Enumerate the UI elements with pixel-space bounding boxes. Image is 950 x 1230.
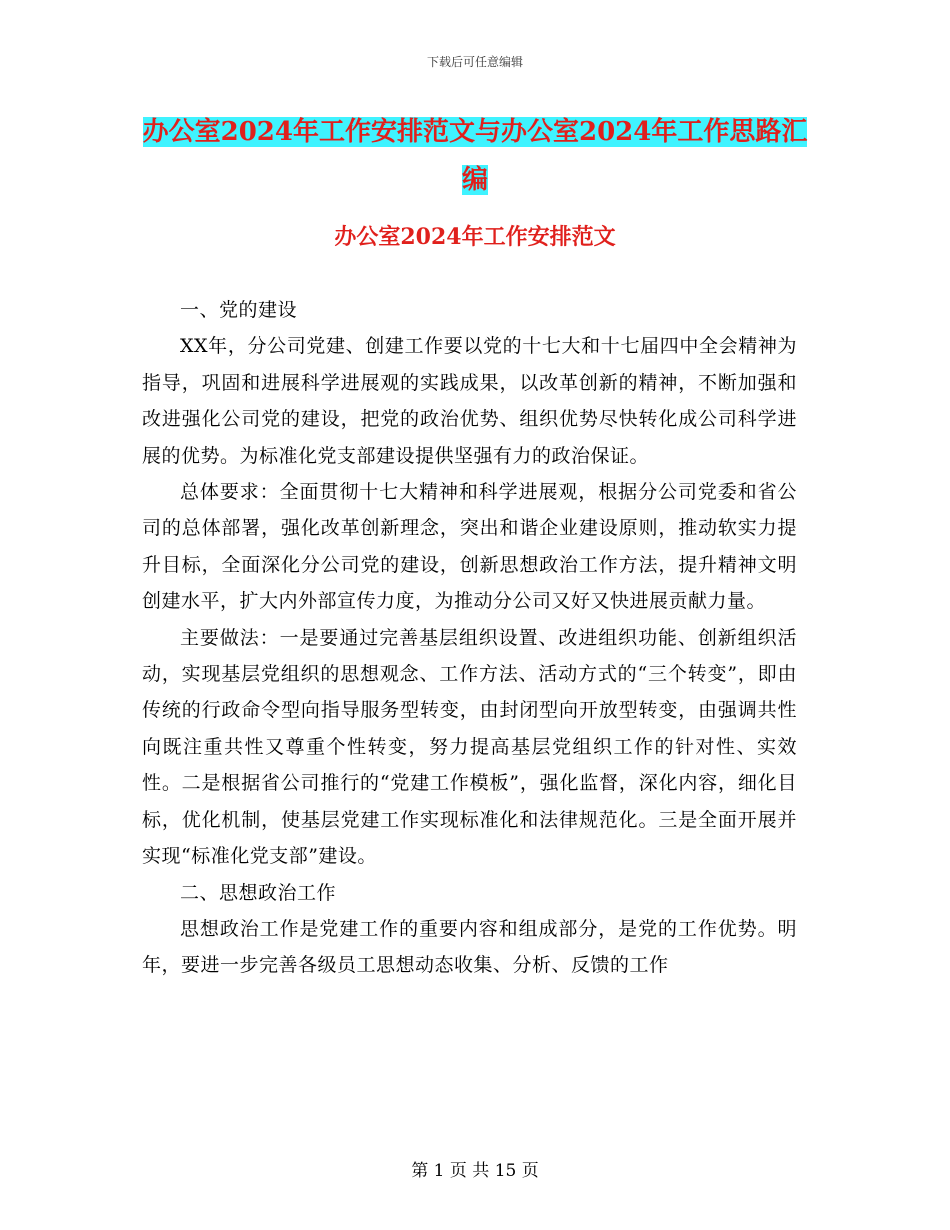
document-main-title [140,108,810,204]
paragraph: 思想政治工作是党建工作的重要内容和组成部分，是党的工作优势。明年，要进一步完善各级员工思想动态收集、分析、反馈的工作 [142,917,797,977]
heading-party-building: 一、党的建设 [180,299,298,321]
main-title-text: 办公室2024年工作安排范文与办公室2024年工作思路汇编 [142,117,808,195]
paragraph: 主要做法：一是要通过完善基层组织设置、改进组织功能、创新组织活动，实现基层党组织的思想观念、工作方法、活动方式的“三个转变”，即由传统的行政命令型向指导服务型转变，由封闭型向开放型转变，由强调共性向既注重共性又尊重个性转变，努力提高基层党组织工作的针对性、实效性。二是根据省公司推行的“党建工作模板”，强化监督，深化内容，细化目标，优化机制，使基层党建工作实现标准化和法律规范化。三是全面开展并实现“标准化党支部”建设。 [142,626,797,868]
section-title: 办公室2024年工作安排范文 [334,224,616,250]
header-note: 下载后可任意编辑 [426,55,523,69]
paragraph: 总体要求：全面贯彻十七大精神和科学进展观，根据分公司党委和省公司的总体部署，强化改革创新理念，突出和谐企业建设原则，推动软实力提升目标，全面深化分公司党的建设，创新思想政治工作方法，提升精神文明创建水平，扩大内外部宣传力度，为推动分公司又好又快进展贡献力量。 [142,481,797,613]
page-number-footer: 第 1 页 共 15 页 [411,1161,539,1181]
paragraph: XX年，分公司党建、创建工作要以党的十七大和十七届四中全会精神为指导，巩固和进展科学进展观的实践成果，以改革创新的精神，不断加强和改进强化公司党的建设，把党的政治优势、组织优势尽快转化成公司科学进展的优势。为标准化党支部建设提供坚强有力的政治保证。 [142,335,797,467]
document-body [142,292,797,984]
heading-ideological-work: 二、思想政治工作 [180,881,337,904]
